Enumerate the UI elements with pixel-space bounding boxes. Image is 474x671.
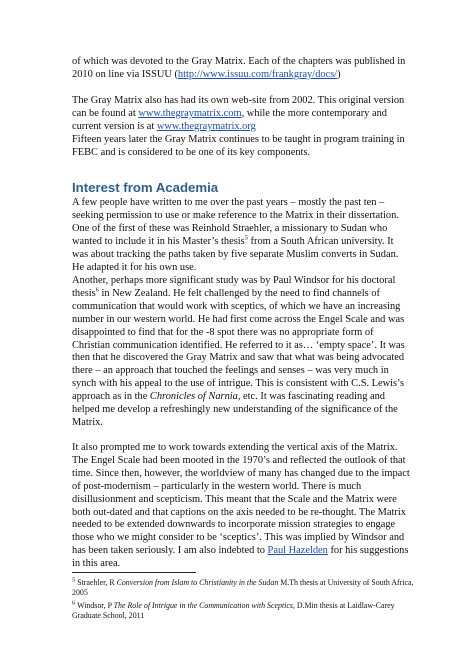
footnote-title: The Role of Intrigue in the Communication with Sceptics, — [113, 601, 295, 610]
narnia-title: Chronicles of Narnia — [149, 391, 238, 403]
graymatrix-com-link[interactable]: www.thegraymatrix.com — [138, 107, 242, 119]
issuu-link[interactable]: http://www.issuu.com/frankgray/docs/ — [177, 68, 338, 80]
section-heading: Interest from Academia — [72, 180, 219, 195]
footnote-5 — [72, 578, 418, 598]
paragraph-website — [72, 95, 412, 134]
footnote-text: D.Min thesis at Laidlaw-Carey Graduate School, 2011 — [72, 601, 395, 620]
paragraph-windsor — [72, 275, 412, 430]
footnote-divider — [72, 572, 196, 573]
paragraph-text: A few people have written to me over the past years – mostly the past ten – seeking permission to use or make reference to the Matrix in their dissertation. One of the first of these was Reinhold Straehler, a missionary to Sudan who wanted to include it in his Master’s thesis — [72, 197, 399, 247]
paragraph-text: , while the more contemporary and current version is at — [72, 107, 387, 132]
footnote-title: Conversion from Islam to Christianity in the Sudan — [116, 578, 279, 587]
paragraph-text: ) — [337, 68, 341, 80]
footnote-text: M.Th thesis at University of South Africa, 2005 — [72, 578, 414, 597]
paragraph-text: for his suggestions in this area. — [72, 545, 409, 570]
paragraph-text: of which was devoted to the Gray Matrix. Each of the chapters was published in 2010 on line via ISSUU ( — [72, 56, 406, 80]
footnote-number: 6 — [72, 599, 76, 607]
paragraph-text: Another, perhaps more significant study was by Paul Windsor for his doctoral thesis — [72, 275, 396, 299]
footnote-ref-6[interactable]: 6 — [95, 286, 99, 294]
footnote-text: Windsor, P — [75, 601, 114, 610]
paragraph-text: from a South African university. It was about tracking the paths taken by five separate Muslim converts in Sudan. He adapted it for his own use. — [72, 235, 399, 273]
graymatrix-org-link[interactable]: www.thegraymatrix.org — [156, 120, 256, 132]
footnote-ref-5[interactable]: 5 — [244, 234, 248, 242]
paul-hazelden-link[interactable]: Paul Hazelden — [267, 545, 328, 557]
footnote-text: Straehler, R — [75, 578, 117, 587]
paragraph-text: in New Zealand. He felt challenged by the need to find channels of communication that would work with sceptics, of which we have an increasing number in our western world. He had first come across the Engel Scale and was disappointed to find that for the -8 spot there was no appropriate form of Christian communication identified. He referred to it as… ‘empty space’. It was then that he discovered the Gray Matrix and saw that what was being advocated there – an approach that touched the feelings and senses – was very much in synch with his appeal to the use of intrigue. This is consistent with C.S. Lewis’s approach as in the — [72, 287, 405, 403]
paragraph-straehler — [72, 197, 412, 274]
paragraph-vertical-axis — [72, 442, 412, 571]
paragraph-issuu — [72, 56, 412, 82]
paragraph-text: It also prompted me to work towards extending the vertical axis of the Matrix. The Engel Scale had been mooted in the 1970’s and reflected the outlook of that time. Since then, however, the worldview of many has changed due to the impact of post-modernism – particularly in the western world. There is much disillusionment and scepticism. This meant that the Scale and the Matrix were both out-dated and that captions on the axis needed to be re-thought. The Matrix needed to be extended downwards to incorporate mission strategies to engage those who we might consider to be ‘sceptics’. This was implied by Windsor and has been taken seriously. I am also indebted to — [72, 442, 410, 557]
paragraph-text: , etc. It was fascinating reading and helped me develop a refreshingly new understanding of the significance of the Matrix. — [72, 391, 398, 428]
paragraph-text: The Gray Matrix also has had its own web-site from 2002. This original version can be found at — [72, 95, 405, 119]
footnote-number: 5 — [72, 576, 76, 584]
paragraph-febc: Fifteen years later the Gray Matrix continues to be taught in program training in FEBC and is considered to be one of its key components. — [72, 134, 405, 158]
footnote-6 — [72, 601, 418, 621]
